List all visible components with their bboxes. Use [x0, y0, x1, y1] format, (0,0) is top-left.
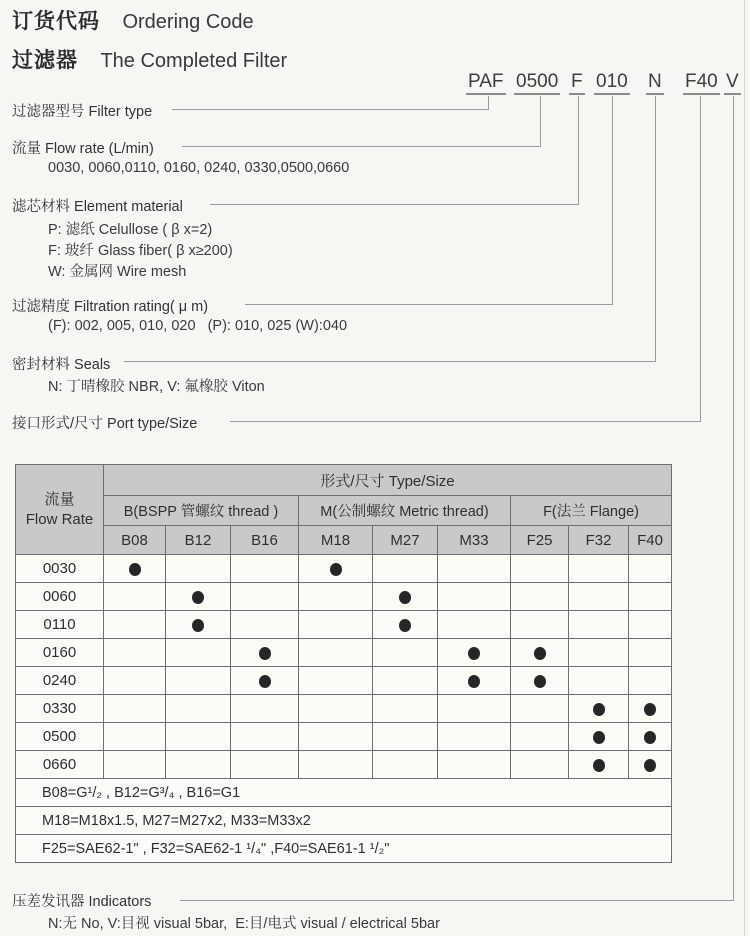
table-row — [16, 751, 672, 779]
table-row — [16, 611, 672, 639]
availability-dot — [129, 563, 141, 576]
connector-line-port-type — [230, 96, 701, 422]
availability-cell — [166, 611, 231, 639]
availability-cell — [299, 751, 373, 779]
availability-cell — [231, 751, 299, 779]
field-label-filtration-rating: 过滤精度 Filtration rating( μ m) — [12, 299, 209, 315]
field-detail-rating-values: (F): 002, 005, 010, 020 (P): 010, 025 (W):040 — [48, 318, 348, 334]
availability-cell — [166, 555, 231, 583]
title-en-ordering-code: Ordering Code — [122, 11, 254, 33]
note-row — [16, 779, 672, 807]
availability-cell — [629, 667, 672, 695]
availability-cell — [104, 555, 166, 583]
availability-dot — [259, 647, 271, 660]
availability-cell — [373, 667, 438, 695]
field-detail-glass-fiber: F: 玻纤 Glass fiber( β x≥200) — [48, 243, 233, 259]
availability-dot — [468, 675, 480, 688]
availability-cell — [231, 611, 299, 639]
table-row — [16, 583, 672, 611]
field-detail-seal-types: N: 丁晴橡胶 NBR, V: 氟橡胶 Viton — [48, 379, 265, 395]
availability-cell — [511, 555, 569, 583]
code-segment-seal: N — [646, 71, 664, 95]
availability-cell — [104, 751, 166, 779]
code-segment-indicator: V — [724, 71, 741, 95]
connector-line-filter-type — [172, 96, 489, 110]
availability-cell — [569, 667, 629, 695]
flow-rate-cell: 0160 — [16, 639, 104, 667]
availability-cell — [569, 723, 629, 751]
page-title-completed-filter — [12, 44, 287, 74]
availability-cell — [511, 667, 569, 695]
availability-cell — [569, 639, 629, 667]
availability-cell — [231, 639, 299, 667]
field-detail-indicator-types: N:无 No, V:目视 visual 5bar, E:目/电式 visual / electrical 5bar — [48, 916, 440, 932]
availability-cell — [299, 639, 373, 667]
availability-dot — [330, 563, 342, 576]
availability-dot — [192, 591, 204, 604]
availability-dot — [259, 675, 271, 688]
availability-cell — [569, 555, 629, 583]
availability-cell — [299, 695, 373, 723]
availability-cell — [373, 583, 438, 611]
availability-cell — [373, 751, 438, 779]
availability-cell — [569, 751, 629, 779]
availability-cell — [373, 611, 438, 639]
availability-cell — [511, 695, 569, 723]
availability-cell — [629, 751, 672, 779]
table-row — [16, 639, 672, 667]
field-detail-cellulose: P: 滤纸 Celullose ( β x=2) — [48, 222, 213, 238]
field-label-indicators: 压差发讯器 Indicators — [12, 894, 152, 910]
title-cn-ordering-code: 订货代码 — [12, 10, 100, 33]
availability-cell — [231, 555, 299, 583]
column-header-f32: F32 — [569, 526, 629, 555]
availability-cell — [569, 611, 629, 639]
group-header-metric: M(公制螺纹 Metric thread) — [299, 496, 511, 526]
code-segment-model: PAF — [466, 71, 506, 95]
availability-cell — [231, 723, 299, 751]
column-header-f40: F40 — [629, 526, 672, 555]
availability-dot — [644, 731, 656, 744]
availability-dot — [534, 647, 546, 660]
availability-cell — [629, 695, 672, 723]
flow-rate-cell: 0660 — [16, 751, 104, 779]
availability-cell — [166, 751, 231, 779]
availability-cell — [104, 695, 166, 723]
availability-cell — [629, 583, 672, 611]
availability-cell — [104, 639, 166, 667]
field-detail-wire-mesh: W: 金属网 Wire mesh — [48, 264, 187, 280]
flow-rate-cell: 0500 — [16, 723, 104, 751]
availability-dot — [399, 591, 411, 604]
availability-cell — [373, 555, 438, 583]
column-header-m18: M18 — [299, 526, 373, 555]
flow-rate-cell: 0330 — [16, 695, 104, 723]
title-cn-filter: 过滤器 — [12, 49, 78, 72]
availability-cell — [438, 639, 511, 667]
code-segment-rating: 010 — [594, 71, 630, 95]
field-label-port-type: 接口形式/尺寸 Port type/Size — [12, 416, 198, 432]
group-header-flange: F(法兰 Flange) — [511, 496, 672, 526]
table-row — [16, 695, 672, 723]
availability-cell — [629, 723, 672, 751]
availability-dot — [192, 619, 204, 632]
note-flange-sizes: F25=SAE62-1" , F32=SAE62-1 ¹/₄" ,F40=SAE61-1 ¹/₂" — [16, 835, 672, 863]
availability-cell — [511, 639, 569, 667]
column-header-f25: F25 — [511, 526, 569, 555]
field-label-filter-type: 过滤器型号 Filter type — [12, 104, 153, 120]
availability-dot — [644, 759, 656, 772]
header-type-size: 形式/尺寸 Type/Size — [104, 465, 672, 496]
availability-dot — [468, 647, 480, 660]
availability-cell — [231, 583, 299, 611]
group-header-bspp: B(BSPP 管螺纹 thread ) — [104, 496, 299, 526]
availability-cell — [231, 667, 299, 695]
note-bspp-sizes: B08=G¹/₂ , B12=G³/₄ , B16=G1 — [16, 779, 672, 807]
corner-header-cn: 流量 — [44, 491, 75, 508]
flow-table-body — [16, 555, 672, 779]
availability-cell — [231, 695, 299, 723]
availability-dot — [644, 703, 656, 716]
availability-cell — [104, 583, 166, 611]
availability-dot — [399, 619, 411, 632]
availability-dot — [534, 675, 546, 688]
availability-cell — [166, 723, 231, 751]
column-header-b16: B16 — [231, 526, 299, 555]
availability-cell — [629, 555, 672, 583]
flow-rate-cell: 0240 — [16, 667, 104, 695]
notes-body — [16, 779, 672, 863]
connector-line-flow-rate — [182, 96, 541, 147]
availability-cell — [373, 695, 438, 723]
availability-cell — [511, 611, 569, 639]
availability-cell — [104, 667, 166, 695]
page-title-ordering-code — [12, 5, 254, 35]
column-header-b12: B12 — [166, 526, 231, 555]
availability-cell — [438, 695, 511, 723]
connector-line-element-material — [210, 96, 579, 205]
title-en-filter: The Completed Filter — [100, 50, 288, 72]
availability-cell — [166, 639, 231, 667]
table-row — [16, 723, 672, 751]
availability-cell — [511, 751, 569, 779]
code-segment-flow: 0500 — [514, 71, 560, 95]
code-segment-port: F40 — [683, 71, 720, 95]
availability-cell — [166, 667, 231, 695]
port-size-table — [15, 464, 672, 863]
note-metric-sizes: M18=M18x1.5, M27=M27x2, M33=M33x2 — [16, 807, 672, 835]
availability-cell — [438, 667, 511, 695]
corner-header-en: Flow Rate — [25, 510, 94, 528]
flow-rate-cell: 0060 — [16, 583, 104, 611]
availability-cell — [104, 611, 166, 639]
note-row — [16, 807, 672, 835]
availability-cell — [569, 695, 629, 723]
availability-cell — [299, 555, 373, 583]
connector-line-filtration-rating — [245, 96, 613, 305]
flow-rate-cell: 0030 — [16, 555, 104, 583]
availability-cell — [373, 723, 438, 751]
availability-cell — [104, 723, 166, 751]
scan-edge-line — [744, 0, 745, 936]
availability-cell — [166, 695, 231, 723]
availability-cell — [299, 611, 373, 639]
availability-cell — [629, 639, 672, 667]
availability-cell — [438, 751, 511, 779]
availability-cell — [299, 583, 373, 611]
field-label-flow-rate: 流量 Flow rate (L/min) — [12, 141, 154, 157]
availability-cell — [438, 583, 511, 611]
availability-cell — [438, 555, 511, 583]
field-label-element-material: 滤芯材料 Element material — [12, 199, 183, 215]
code-segment-material: F — [569, 71, 585, 95]
availability-cell — [166, 583, 231, 611]
availability-dot — [593, 731, 605, 744]
availability-cell — [629, 611, 672, 639]
field-detail-flow-rates: 0030, 0060,0110, 0160, 0240, 0330,0500,0660 — [48, 160, 350, 176]
availability-cell — [299, 723, 373, 751]
table-row — [16, 555, 672, 583]
availability-cell — [511, 583, 569, 611]
availability-cell — [569, 583, 629, 611]
availability-cell — [438, 723, 511, 751]
availability-dot — [593, 759, 605, 772]
column-header-m27: M27 — [373, 526, 438, 555]
field-label-seals: 密封材料 Seals — [12, 357, 111, 373]
availability-dot — [593, 703, 605, 716]
availability-cell — [511, 723, 569, 751]
availability-cell — [438, 611, 511, 639]
note-row — [16, 835, 672, 863]
flow-rate-cell: 0110 — [16, 611, 104, 639]
column-header-b08: B08 — [104, 526, 166, 555]
availability-cell — [373, 639, 438, 667]
corner-header-flow-rate — [16, 465, 104, 555]
column-header-m33: M33 — [438, 526, 511, 555]
table-row — [16, 667, 672, 695]
availability-cell — [299, 667, 373, 695]
